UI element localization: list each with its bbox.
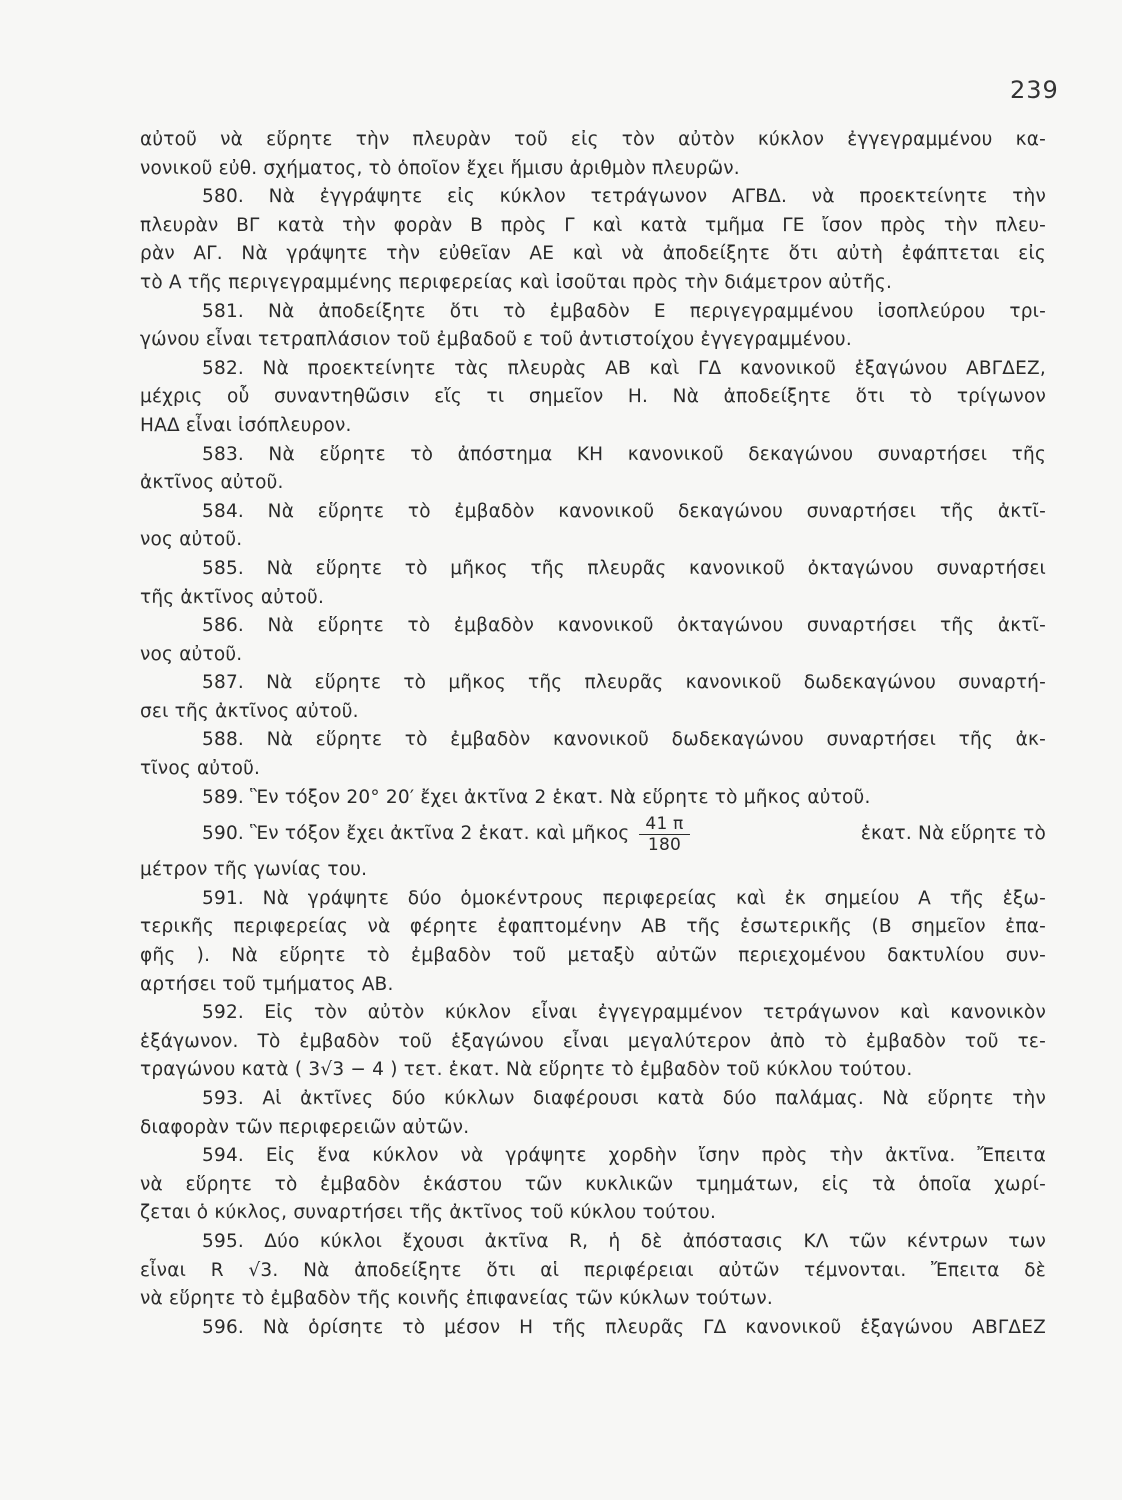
page-number: 239: [1010, 76, 1059, 104]
exercise-589: 589. Ἓν τόξον 20° 20′ ἔχει ἀκτῖνα 2 ἑκατ. Νὰ εὕρητε τὸ μῆκος αὐτοῦ.: [202, 786, 871, 808]
text-line: γώνου εἶναι τετραπλάσιον τοῦ ἐμβαδοῦ ε τοῦ ἀντιστοίχου ἐγγεγραμμένου.: [140, 329, 852, 351]
exercise-588: 588. Νὰ εὕρητε τὸ ἐμβαδὸν κανονικοῦ δωδεκαγώνου συναρτήσει τῆς ἀκ-: [202, 729, 1046, 751]
text-line: νὰ εὕρητε τὸ ἐμβαδὸν τῆς κοινῆς ἐπιφανείας τῶν κύκλων τούτων.: [140, 1288, 773, 1310]
exercise-581: 581. Νὰ ἀποδείξητε ὅτι τὸ ἐμβαδὸν Ε περιγεγραμμένου ἰσοπλεύρου τρι-: [202, 300, 1046, 322]
exercise-593: 593. Αἱ ἀκτῖνες δύο κύκλων διαφέρουσι κατὰ δύο παλάμας. Νὰ εὕρητε τὴν: [202, 1088, 1046, 1109]
exercise-592: 592. Εἰς τὸν αὐτὸν κύκλον εἶναι ἐγγεγραμμένον τετράγωνον καὶ κανονικὸν: [202, 1002, 1046, 1024]
exercise-580: 580. Νὰ ἐγγράψητε εἰς κύκλον τετράγωνον ΑΓΒΔ. νὰ προεκτείνητε τὴν: [202, 186, 1046, 208]
text-block: [140, 126, 1046, 1342]
text-line: νος αὐτοῦ.: [140, 643, 243, 665]
text-line: διαφορὰν τῶν περιφερειῶν αὐτῶν.: [140, 1116, 470, 1138]
text-line: τὸ Α τῆς περιγεγραμμένης περιφερείας καὶ ἰσοῦται πρὸς τὴν διάμετρον αὐτῆς.: [140, 271, 893, 293]
text-line: νὰ εὕρητε τὸ ἐμβαδὸν ἑκάστου τῶν κυκλικῶν τμημάτων, εἰς τὰ ὁποῖα χωρί-: [140, 1173, 1046, 1195]
exercise-594: 594. Εἰς ἕνα κύκλον νὰ γράψητε χορδὴν ἴσην πρὸς τὴν ἀκτῖνα. Ἔπειτα: [202, 1145, 1046, 1167]
exercise-591: 591. Νὰ γράψητε δύο ὁμοκέντρους περιφερείας καὶ ἐκ σημείου Α τῆς ἐξω-: [202, 887, 1046, 909]
text-line: αρτήσει τοῦ τμήματος ΑΒ.: [140, 973, 394, 995]
text-line: νονικοῦ εὐθ. σχήματος, τὸ ὁποῖον ἔχει ἥμισυ ἀριθμὸν πλευρῶν.: [140, 157, 740, 179]
exercise-583: 583. Νὰ εὕρητε τὸ ἀπόστημα ΚΗ κανονικοῦ δεκαγώνου συναρτήσει τῆς: [202, 443, 1046, 465]
text-line: τραγώνου κατὰ ( 3√3 − 4 ) τετ. ἑκατ. Νὰ εὕρητε τὸ ἐμβαδὸν τοῦ κύκλου τούτου.: [140, 1059, 913, 1081]
text-line: ρὰν ΑΓ. Νὰ γράψητε τὴν εὐθεῖαν ΑΕ καὶ νὰ ἀποδείξητε ὅτι αὐτὴ ἐφάπτεται εἰς: [140, 243, 1046, 265]
text-line: τῆς ἀκτῖνος αὐτοῦ.: [140, 586, 325, 608]
text-line: ἑξάγωνον. Τὸ ἐμβαδὸν τοῦ ἑξαγώνου εἶναι μεγαλύτερον ἀπὸ τὸ ἐμβαδὸν τοῦ τε-: [140, 1030, 1046, 1052]
text-line: φῆς ). Νὰ εὕρητε τὸ ἐμβαδὸν τοῦ μεταξὺ αὐτῶν περιεχομένου δακτυλίου συν-: [140, 945, 1046, 967]
exercise-590: [140, 812, 1046, 856]
fraction-numerator: 41 π: [639, 814, 689, 835]
exercise-595: 595. Δύο κύκλοι ἔχουσι ἀκτῖνα R, ἡ δὲ ἀπόστασις ΚΛ τῶν κέντρων των: [202, 1230, 1046, 1252]
text-line: ἀκτῖνος αὐτοῦ.: [140, 472, 284, 494]
text-line: τῖνος αὐτοῦ.: [140, 758, 261, 780]
text-line: ΗΑΔ εἶναι ἰσόπλευρον.: [140, 414, 352, 436]
text-line: πλευρὰν ΒΓ κατὰ τὴν φορὰν Β πρὸς Γ καὶ κατὰ τμῆμα ΓΕ ἴσον πρὸς τὴν πλευ-: [140, 214, 1046, 236]
text-line: σει τῆς ἀκτῖνος αὐτοῦ.: [140, 700, 359, 722]
exercise-585: 585. Νὰ εὕρητε τὸ μῆκος τῆς πλευρᾶς κανονικοῦ ὀκταγώνου συναρτήσει: [202, 557, 1046, 579]
fraction-denominator: 180: [647, 834, 681, 855]
text-line: ζεται ὁ κύκλος, συναρτήσει τῆς ἀκτῖνος τοῦ κύκλου τούτου.: [140, 1202, 717, 1224]
text-line: νος αὐτοῦ.: [140, 529, 243, 551]
text-line: μέχρις οὗ συναντηθῶσιν εἴς τι σημεῖον Η. Νὰ ἀποδείξητε ὅτι τὸ τρίγωνον: [140, 386, 1046, 408]
text-line: μέτρον τῆς γωνίας του.: [140, 859, 368, 881]
exercise-587: 587. Νὰ εὕρητε τὸ μῆκος τῆς πλευρᾶς κανονικοῦ δωδεκαγώνου συναρτή-: [202, 672, 1046, 694]
text-line: εἶναι R √3. Νὰ ἀποδείξητε ὅτι αἱ περιφέρειαι αὐτῶν τέμνονται. Ἔπειτα δὲ: [140, 1259, 1046, 1281]
fraction-line-after: ἑκατ. Νὰ εὕρητε τὸ: [860, 823, 1046, 845]
exercise-586: 586. Νὰ εὕρητε τὸ ἐμβαδὸν κανονικοῦ ὀκταγώνου συναρτήσει τῆς ἀκτῖ-: [202, 615, 1046, 637]
text-line: τερικῆς περιφερείας νὰ φέρητε ἐφαπτομένην ΑΒ τῆς ἐσωτερικῆς (Β σημεῖον ἐπα-: [140, 916, 1046, 938]
fraction: [639, 814, 689, 855]
exercise-596: 596. Νὰ ὁρίσητε τὸ μέσον Η τῆς πλευρᾶς ΓΔ κανονικοῦ ἑξαγώνου ΑΒΓΔΕΖ: [202, 1316, 1046, 1338]
exercise-584: 584. Νὰ εὕρητε τὸ ἐμβαδὸν κανονικοῦ δεκαγώνου συναρτήσει τῆς ἀκτῖ-: [202, 500, 1046, 522]
fraction-line-before: 590. Ἓν τόξον ἔχει ἀκτῖνα 2 ἑκατ. καὶ μῆκος: [202, 823, 630, 845]
text-line: αὐτοῦ νὰ εὕρητε τὴν πλευρὰν τοῦ εἰς τὸν αὐτὸν κύκλον ἐγγεγραμμένου κα-: [140, 129, 1046, 150]
exercise-582: 582. Νὰ προεκτείνητε τὰς πλευρὰς ΑΒ καὶ ΓΔ κανονικοῦ ἑξαγώνου ΑΒΓΔΕΖ,: [202, 357, 1046, 379]
